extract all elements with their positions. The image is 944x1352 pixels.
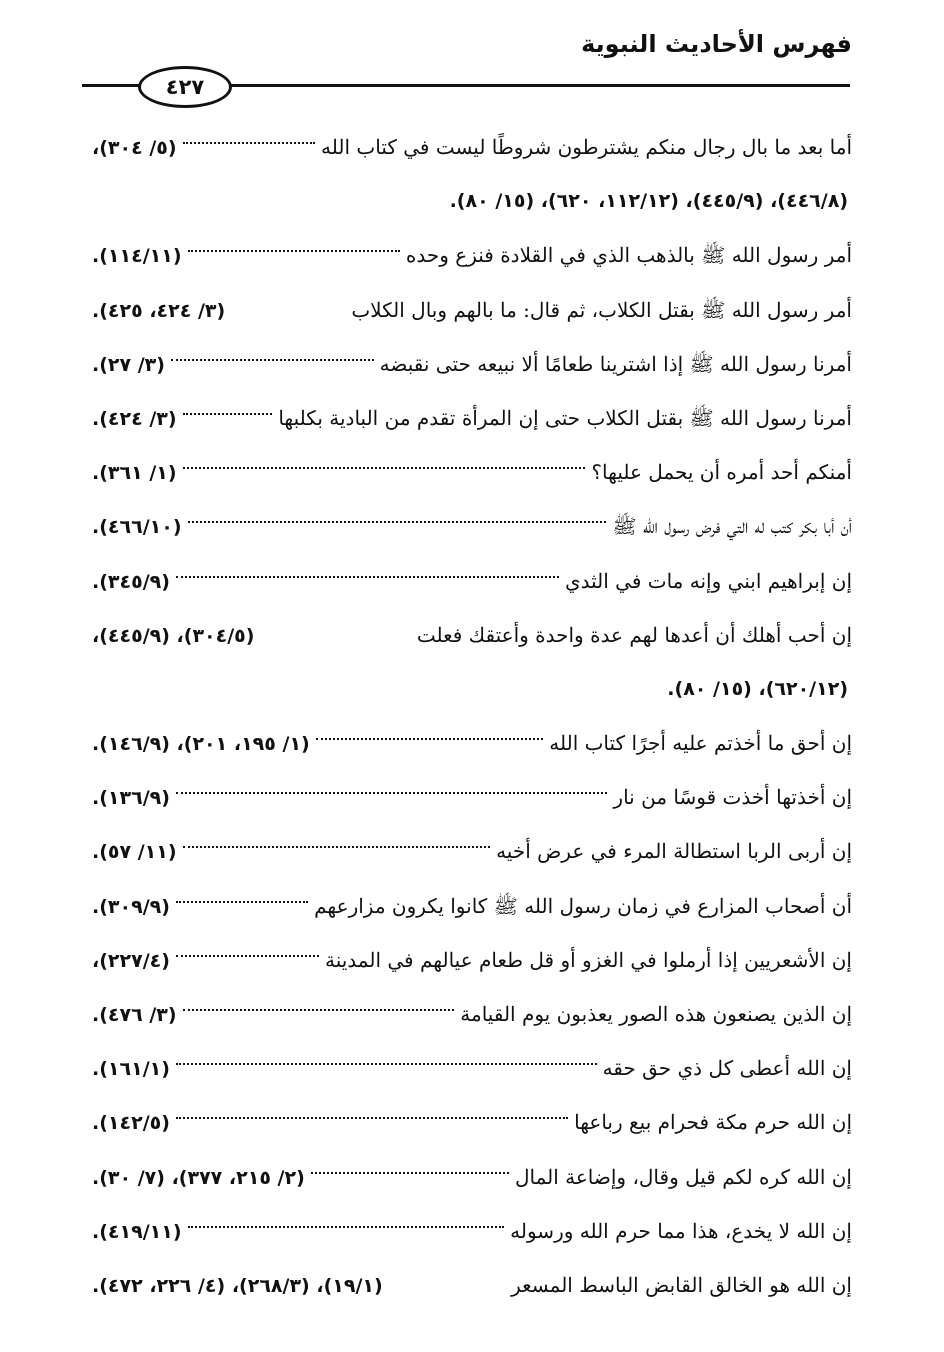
entry-line: [92, 228, 852, 282]
running-header-title: فهرس الأحاديث النبوية: [581, 30, 852, 58]
hadith-text: إن أخذتها أخذت قوسًا من نار: [613, 785, 852, 810]
index-entry: [92, 283, 852, 337]
index-entry: [92, 554, 852, 608]
dot-leader: [176, 1117, 568, 1119]
dot-leader: [183, 413, 273, 415]
dot-leader: [183, 846, 491, 848]
index-entry: [92, 1204, 852, 1258]
dot-leader: [183, 467, 586, 469]
entry-line: [92, 716, 852, 770]
dot-leader: [188, 250, 400, 252]
index-entry: [92, 716, 852, 770]
hadith-text: إن أحق ما أخذتم عليه أجرًا كتاب الله: [549, 731, 852, 756]
index-entry: [92, 770, 852, 824]
dot-leader: [311, 1172, 509, 1174]
dot-leader: [183, 142, 315, 144]
volume-page-reference: (٢٢٧/٤)،: [92, 949, 170, 972]
volume-page-reference: (٣٤٥/٩).: [92, 570, 170, 593]
hadith-text: أمرنا رسول الله ﷺ إذا اشترينا طعامًا ألا نبيعه حتى نقبضه: [379, 351, 852, 376]
volume-page-reference: (٣٠٩/٩).: [92, 895, 170, 918]
volume-page-reference: (٣/ ٤٢٤، ٤٢٥).: [92, 299, 226, 322]
entry-line: [92, 608, 852, 662]
index-entry: [92, 933, 852, 987]
hadith-text: إن إبراهيم ابني وإنه مات في الثدي: [564, 568, 852, 593]
volume-page-reference: (١١٤/١١).: [92, 245, 182, 268]
dot-leader: [171, 359, 374, 361]
index-entry: [92, 499, 852, 553]
index-entry: [92, 1095, 852, 1149]
hadith-text: أمرنا رسول الله ﷺ بقتل الكلاب حتى إن المرأة تقدم من البادية بكلبها: [278, 405, 852, 430]
entry-continuation-line: [92, 662, 852, 716]
volume-page-reference: (١/ ٣٦١).: [92, 462, 177, 485]
dot-leader: [188, 1226, 505, 1228]
volume-page-reference: (١٦١/١).: [92, 1058, 170, 1081]
hadith-text: أن أصحاب المزارع في زمان رسول الله ﷺ كانوا يكرون مزارعهم: [314, 893, 852, 918]
hadith-text: أمر رسول الله ﷺ بقتل الكلاب، ثم قال: ما بالهم وبال الكلاب: [351, 297, 852, 322]
entry-line: [92, 445, 852, 499]
hadith-text: إن الله كره لكم قيل وقال، وإضاعة المال: [514, 1164, 852, 1189]
dot-leader: [188, 521, 607, 523]
entry-line: [92, 554, 852, 608]
page-number: ٤٢٧: [138, 66, 232, 108]
entry-line: [92, 879, 852, 933]
dot-leader: [176, 576, 559, 578]
index-entry: [92, 987, 852, 1041]
index-entry: [92, 445, 852, 499]
dot-leader: [176, 955, 319, 957]
index-entry: [92, 228, 852, 282]
entry-line: [92, 391, 852, 445]
volume-page-reference: (٤١٩/١١).: [92, 1220, 182, 1243]
entry-line: [92, 283, 852, 337]
hadith-text: إن أحب أهلك أن أعدها لهم عدة واحدة وأعتقك فعلت: [416, 622, 852, 647]
index-entry: [92, 608, 852, 716]
dot-leader: [176, 792, 608, 794]
entry-line: [92, 120, 852, 174]
volume-page-reference: (٣٠٤/٥)، (٤٤٥/٩)،: [92, 624, 255, 647]
volume-page-reference: (٦٢٠/١٢)، (١٥/ ٨٠).: [667, 677, 848, 700]
hadith-text: إن الله حرم مكة فحرام بيع رباعها: [574, 1110, 852, 1135]
dot-leader: [176, 1063, 597, 1065]
entry-line: [92, 1041, 852, 1095]
volume-page-reference: (١٤٢/٥).: [92, 1112, 170, 1135]
volume-page-reference: (٢/ ٢١٥، ٣٧٧)، (٧/ ٣٠).: [92, 1166, 305, 1189]
entry-line: [92, 933, 852, 987]
hadith-text: أما بعد ما بال رجال منكم يشترطون شروطًا ليست في كتاب الله: [321, 135, 852, 159]
dot-leader: [316, 738, 544, 740]
hadith-text: أمر رسول الله ﷺ بالذهب الذي في القلادة فنزع وحده: [405, 243, 852, 268]
index-entry: [92, 879, 852, 933]
entry-line: [92, 337, 852, 391]
entry-line: [92, 770, 852, 824]
entry-line: [92, 1204, 852, 1258]
entry-continuation-line: [92, 174, 852, 228]
index-entry: [92, 1041, 852, 1095]
index-entry: [92, 391, 852, 445]
volume-page-reference: (٥/ ٣٠٤)،: [92, 137, 177, 159]
dot-leader: [183, 1009, 455, 1011]
volume-page-reference: (١٩/١)، (٢٦٨/٣)، (٤/ ٢٢٦، ٤٧٢).: [92, 1274, 383, 1297]
volume-page-reference: (٤٦٦/١٠).: [92, 516, 182, 539]
index-entry: [92, 1150, 852, 1204]
entry-line: [92, 499, 852, 553]
volume-page-reference: (٣/ ٢٧).: [92, 353, 165, 376]
volume-page-reference: (٣/ ٤٢٤).: [92, 407, 177, 430]
index-entry: [92, 824, 852, 878]
hadith-index-list: [92, 120, 852, 1312]
volume-page-reference: (١/ ١٩٥، ٢٠١)، (١٤٦/٩).: [92, 733, 310, 756]
entry-line: [92, 1095, 852, 1149]
dot-leader: [176, 901, 308, 903]
hadith-text: إن الأشعريين إذا أرملوا في الغزو أو قل طعام عيالهم في المدينة: [324, 947, 852, 972]
hadith-text: إن أربى الربا استطالة المرء في عرض أخيه: [496, 839, 852, 864]
entry-line: [92, 987, 852, 1041]
index-entry: [92, 1258, 852, 1312]
entry-line: [92, 1150, 852, 1204]
volume-page-reference: (١٣٦/٩).: [92, 787, 170, 810]
volume-page-reference: (٣/ ٤٧٦).: [92, 1004, 177, 1026]
hadith-text: إن الله لا يخدع، هذا مما حرم الله ورسوله: [510, 1218, 852, 1243]
index-entry: [92, 120, 852, 228]
hadith-text: إن الله أعطى كل ذي حق حقه: [602, 1056, 852, 1081]
hadith-text: إن الله هو الخالق القابض الباسط المسعر: [511, 1272, 852, 1297]
index-entry: [92, 337, 852, 391]
entry-line: [92, 1258, 852, 1312]
hadith-text: أن أبا بكر كتب له التي فرض رسول الله ﷺ: [612, 514, 852, 539]
entry-line: [92, 824, 852, 878]
hadith-text: إن الذين يصنعون هذه الصور يعذبون يوم القيامة: [460, 1002, 852, 1026]
volume-page-reference: (١١/ ٥٧).: [92, 841, 177, 864]
volume-page-reference: (٤٤٦/٨)، (٤٤٥/٩)، (١١٢/١٢، ٦٢٠)، (١٥/ ٨٠).: [449, 190, 848, 213]
hadith-text: أمنكم أحد أمره أن يحمل عليها؟: [591, 460, 852, 485]
